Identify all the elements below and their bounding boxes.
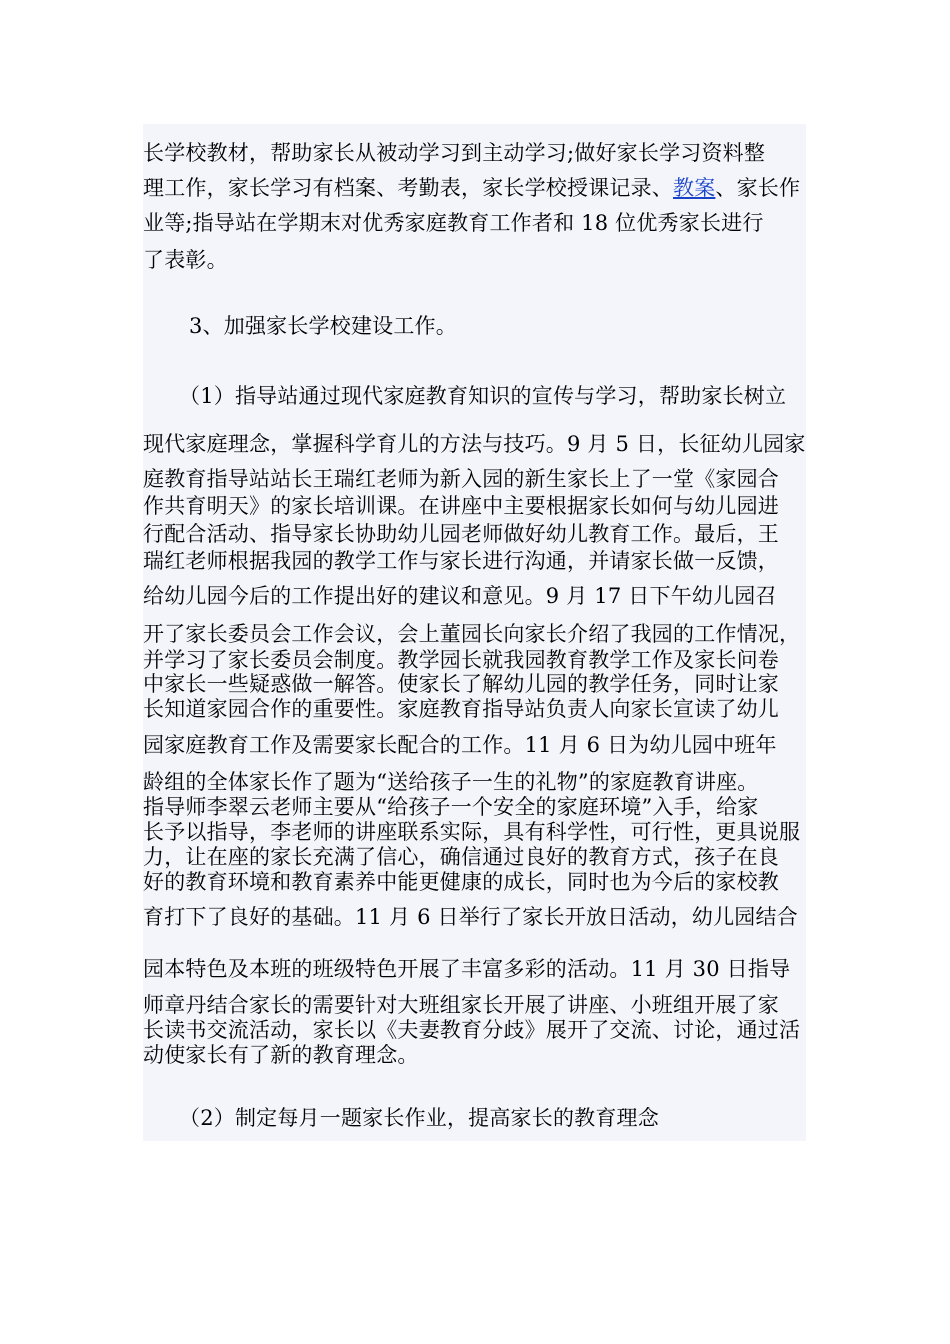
text-line: 现代家庭理念，掌握科学育儿的方法与技巧。9 月 5 日，长征幼儿园家 bbox=[143, 432, 806, 456]
text-line: 动使家长有了新的教育理念。 bbox=[143, 1043, 419, 1067]
text-line: 了表彰。 bbox=[143, 248, 228, 272]
text-before-link: 理工作，家长学习有档案、考勤表，家长学校授课记录、 bbox=[143, 176, 673, 200]
document-body bbox=[143, 124, 806, 1141]
text-line: 园家庭教育工作及需要家长配合的工作。11 月 6 日为幼儿园中班年 bbox=[143, 733, 777, 757]
text-line: 长予以指导，李老师的讲座联系实际，具有科学性，可行性，更具说服 bbox=[143, 820, 801, 844]
text-line: 开了家长委员会工作会议，会上董园长向家长介绍了我园的工作情况， bbox=[143, 622, 801, 646]
paragraph-start: （1）指导站通过现代家庭教育知识的宣传与学习，帮助家长树立 bbox=[179, 384, 787, 408]
text-line: 长读书交流活动，家长以《夫妻教育分歧》展开了交流、讨论，通过活 bbox=[143, 1018, 801, 1042]
paragraph-heading: （2）制定每月一题家长作业，提高家长的教育理念 bbox=[179, 1106, 659, 1130]
text-line: 育打下了良好的基础。11 月 6 日举行了家长开放日活动，幼儿园结合 bbox=[143, 905, 798, 929]
text-line: 长学校教材，帮助家长从被动学习到主动学习;做好家长学习资料整 bbox=[143, 141, 766, 165]
text-line: 庭教育指导站站长王瑞红老师为新入园的新生家长上了一堂《家园合 bbox=[143, 467, 779, 491]
text-line: 并学习了家长委员会制度。教学园长就我园教育教学工作及家长问卷 bbox=[143, 648, 779, 672]
text-line: 中家长一些疑惑做一解答。使家长了解幼儿园的教学任务，同时让家 bbox=[143, 672, 779, 696]
section-heading: 3、加强家长学校建设工作。 bbox=[189, 314, 457, 338]
text-line: 师章丹结合家长的需要针对大班组家长开展了讲座、小班组开展了家 bbox=[143, 993, 779, 1017]
text-line-with-link bbox=[143, 175, 800, 201]
text-line: 龄组的全体家长作了题为“送给孩子一生的礼物”的家庭教育讲座。 bbox=[143, 770, 759, 794]
text-line: 力，让在座的家长充满了信心，确信通过良好的教育方式，孩子在良 bbox=[143, 845, 779, 869]
text-line: 行配合活动、指导家长协助幼儿园老师做好幼儿教育工作。最后，王 bbox=[143, 522, 779, 546]
text-after-link: 、家长作 bbox=[715, 176, 801, 200]
text-line: 业等;指导站在学期末对优秀家庭教育工作者和 18 位优秀家长进行 bbox=[143, 211, 764, 235]
text-line: 瑞红老师根据我园的教学工作与家长进行沟通，并请家长做一反馈， bbox=[143, 549, 779, 573]
text-line: 园本特色及本班的班级特色开展了丰富多彩的活动。11 月 30 日指导 bbox=[143, 957, 791, 981]
text-line: 长知道家园合作的重要性。家庭教育指导站负责人向家长宣读了幼儿 bbox=[143, 697, 779, 721]
text-line: 给幼儿园今后的工作提出好的建议和意见。9 月 17 日下午幼儿园召 bbox=[143, 584, 777, 608]
text-line: 指导师李翠云老师主要从“给孩子一个安全的家庭环境”入手，给家 bbox=[143, 795, 759, 819]
text-line: 作共育明天》的家长培训课。在讲座中主要根据家长如何与幼儿园进 bbox=[143, 494, 779, 518]
lesson-plan-link[interactable]: 教案 bbox=[673, 176, 716, 200]
text-line: 好的教育环境和教育素养中能更健康的成长，同时也为今后的家校教 bbox=[143, 870, 779, 894]
